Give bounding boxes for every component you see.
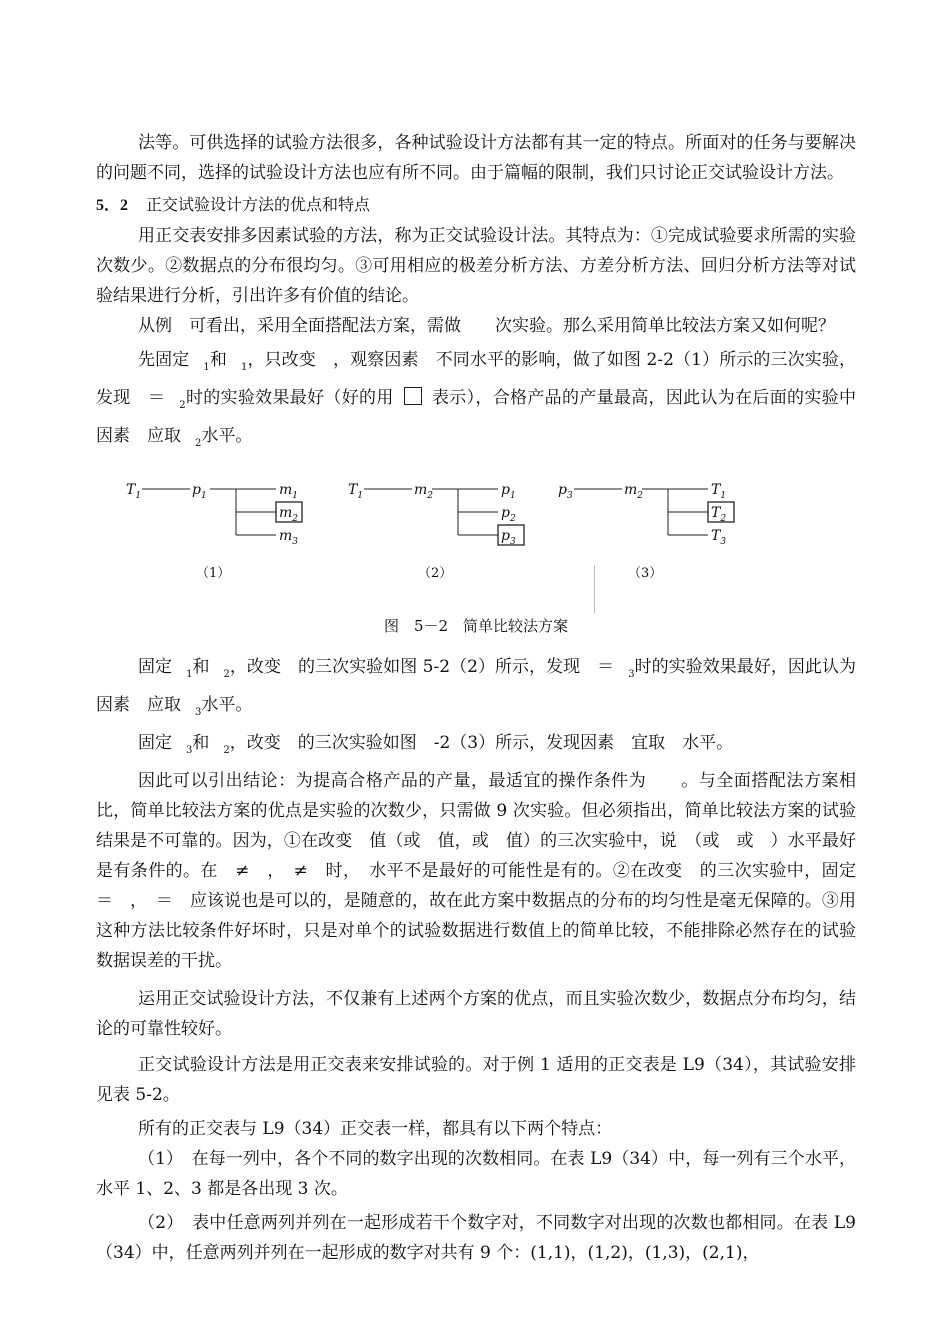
subscript: 2 bbox=[223, 669, 230, 680]
paragraph-orthogonal-table: 正交试验设计方法是用正交表来安排试验的。对于例 1 适用的正交表是 L9（34），其试验安排见表 5-2。 bbox=[96, 1055, 856, 1105]
tree-leaf-label: $p_2$ bbox=[501, 505, 516, 524]
text-fragment: 和 bbox=[209, 350, 227, 370]
square-marker-icon bbox=[404, 387, 422, 405]
tree-leaf-label: $m_2$ bbox=[279, 505, 299, 524]
text-fragment: 和 bbox=[192, 657, 210, 677]
figure-panel bbox=[126, 482, 302, 581]
subscript: 2 bbox=[223, 745, 230, 756]
tree-leaf-label: $T_2$ bbox=[711, 505, 727, 524]
section-heading bbox=[96, 190, 856, 221]
subscript: 2 bbox=[195, 438, 202, 449]
subscript: 1 bbox=[203, 362, 210, 373]
document-page bbox=[96, 128, 873, 1268]
subscript: 3 bbox=[195, 707, 202, 718]
tree-leaf-label: $p_1$ bbox=[501, 482, 516, 501]
subscript: 1 bbox=[240, 362, 248, 373]
paragraph-step-3 bbox=[96, 728, 856, 766]
text-fragment: 固定 bbox=[138, 733, 172, 753]
tree-leaf-label: $T_1$ bbox=[711, 482, 727, 501]
panel-label: （1） bbox=[196, 566, 231, 581]
tree-leaf-label: $p_3$ bbox=[501, 528, 516, 547]
text-fragment: 水平。 bbox=[201, 426, 253, 446]
tree-mid-label: $m_2$ bbox=[414, 482, 434, 501]
tree-leaf-label: $T_3$ bbox=[711, 528, 727, 547]
subscript: 1 bbox=[186, 669, 193, 680]
paragraph-orthogonal-advantage: 运用正交试验设计方法，不仅兼有上述两个方案的优点，而且实验次数少，数据点分布均匀，结论的可靠性较好。 bbox=[96, 989, 856, 1039]
figure-panel bbox=[348, 482, 524, 581]
section-number: 5．2 bbox=[96, 197, 129, 214]
paragraph-features: 用正交表安排多因素试验的方法，称为正交试验设计法。其特点为：①完成试验要求所需的实验次数少。②数据点的分布很均匀。③可用相应的极差分析方法、方差分析方法、回归分析方法等对试验结果进行分析，引出许多有价值的结论。 bbox=[96, 226, 856, 306]
text-fragment: ，只改变 ，观察因素 不同水平的影响，做了如图 2-2（1）所示的三次实验，发现 ＝ bbox=[96, 350, 856, 408]
text-fragment: 时的实验效果最好（好的用 bbox=[185, 388, 394, 408]
figure-caption: 图 5－2 简单比较法方案 bbox=[383, 617, 569, 635]
tree-mid-label: $p_1$ bbox=[192, 482, 207, 501]
paragraph-properties-intro: 所有的正交表与 L9（34）正交表一样，都具有以下两个特点： bbox=[138, 1119, 613, 1139]
section-title: 正交试验设计方法的优点和特点 bbox=[146, 195, 371, 214]
subscript: 3 bbox=[186, 745, 193, 756]
text-fragment: ，改变 的三次实验如图 -2（3）所示，发现因素 宜取 水平。 bbox=[229, 733, 734, 753]
paragraph-step-1 bbox=[96, 345, 856, 459]
subscript: 2 bbox=[179, 400, 186, 411]
tree-root-label: $T_1$ bbox=[126, 482, 142, 501]
caption-divider bbox=[594, 565, 595, 613]
paragraph-intro: 法等。可供选择的试验方法很多，各种试验设计方法都有其一定的特点。所面对的任务与要解决的问题不同，选择的试验设计方法也应有所不同。由于篇幅的限制，我们只讨论正交试验设计方法。 bbox=[96, 133, 856, 183]
paragraph-step-2 bbox=[96, 652, 856, 728]
text-fragment: 时的实验效果最好，因此认为因素 应取 bbox=[96, 657, 856, 715]
panel-label: （2） bbox=[418, 566, 453, 581]
tree-mid-label: $m_2$ bbox=[624, 482, 644, 501]
tree-leaf-label: $m_1$ bbox=[279, 482, 299, 501]
subscript: 3 bbox=[628, 669, 635, 680]
tree-leaf-label: $m_3$ bbox=[279, 528, 299, 547]
text-fragment: 水平。 bbox=[201, 695, 253, 715]
text-fragment: 和 bbox=[192, 733, 210, 753]
figure-5-2 bbox=[96, 467, 856, 652]
diagram-svg bbox=[96, 467, 856, 607]
tree-root-label: $T_1$ bbox=[348, 482, 364, 501]
paragraph-conclusion: 因此可以引出结论：为提高合格产品的产量，最适宜的操作条件为 。与全面搭配法方案相比，简单比较法方案的优点是实验的次数少，只需做 9 次实验。但必须指出，简单比较法方案的试验结果是不可靠的。因为，①在改变 值（或 值，或 值）的三次实验中，说 （或 或 ）水平最好是有条件的。在 ≠ ， ≠ 时， 水平不是最好的可能性是有的。②在改变 的三次实验中，固定 ＝ ， ＝ 应该说也是可以的，是随意的，故在此方案中数据点的分布的均匀性是毫无保障的。③用这种方法比较条件好坏时，只是对单个的试验数据进行数值上的简单比较，不能排除必然存在的试验数据误差的干扰。 bbox=[96, 771, 873, 971]
panel-label: （3） bbox=[628, 566, 663, 581]
figure-panel bbox=[558, 482, 734, 581]
paragraph-property-2: （2） 表中任意两列并列在一起形成若干个数字对，不同数字对出现的次数也都相同。在表 L9（34）中，任意两列并列在一起形成的数字对共有 9 个：(1,1)，(1,2)，(1,3)，(2,1)， bbox=[96, 1213, 856, 1263]
text-fragment: 固定 bbox=[138, 657, 173, 677]
text-fragment: 表示），合格产品的产量最高，因此认为在后面的实验中因素 应取 bbox=[96, 388, 856, 446]
paragraph-property-1: （1） 在每一列中，各个不同的数字出现的次数相同。在表 L9（34）中，每一列有三个水平，水平 1、2、3 都是各出现 3 次。 bbox=[96, 1149, 856, 1199]
text-fragment: ，改变 的三次实验如图 5-2（2）所示，发现 ＝ bbox=[229, 657, 615, 677]
text-fragment: 先固定 bbox=[138, 350, 190, 370]
tree-root-label: $p_3$ bbox=[558, 482, 573, 501]
paragraph-example: 从例 可看出，采用全面搭配法方案，需做 次实验。那么采用简单比较法方案又如何呢？ bbox=[138, 316, 835, 336]
